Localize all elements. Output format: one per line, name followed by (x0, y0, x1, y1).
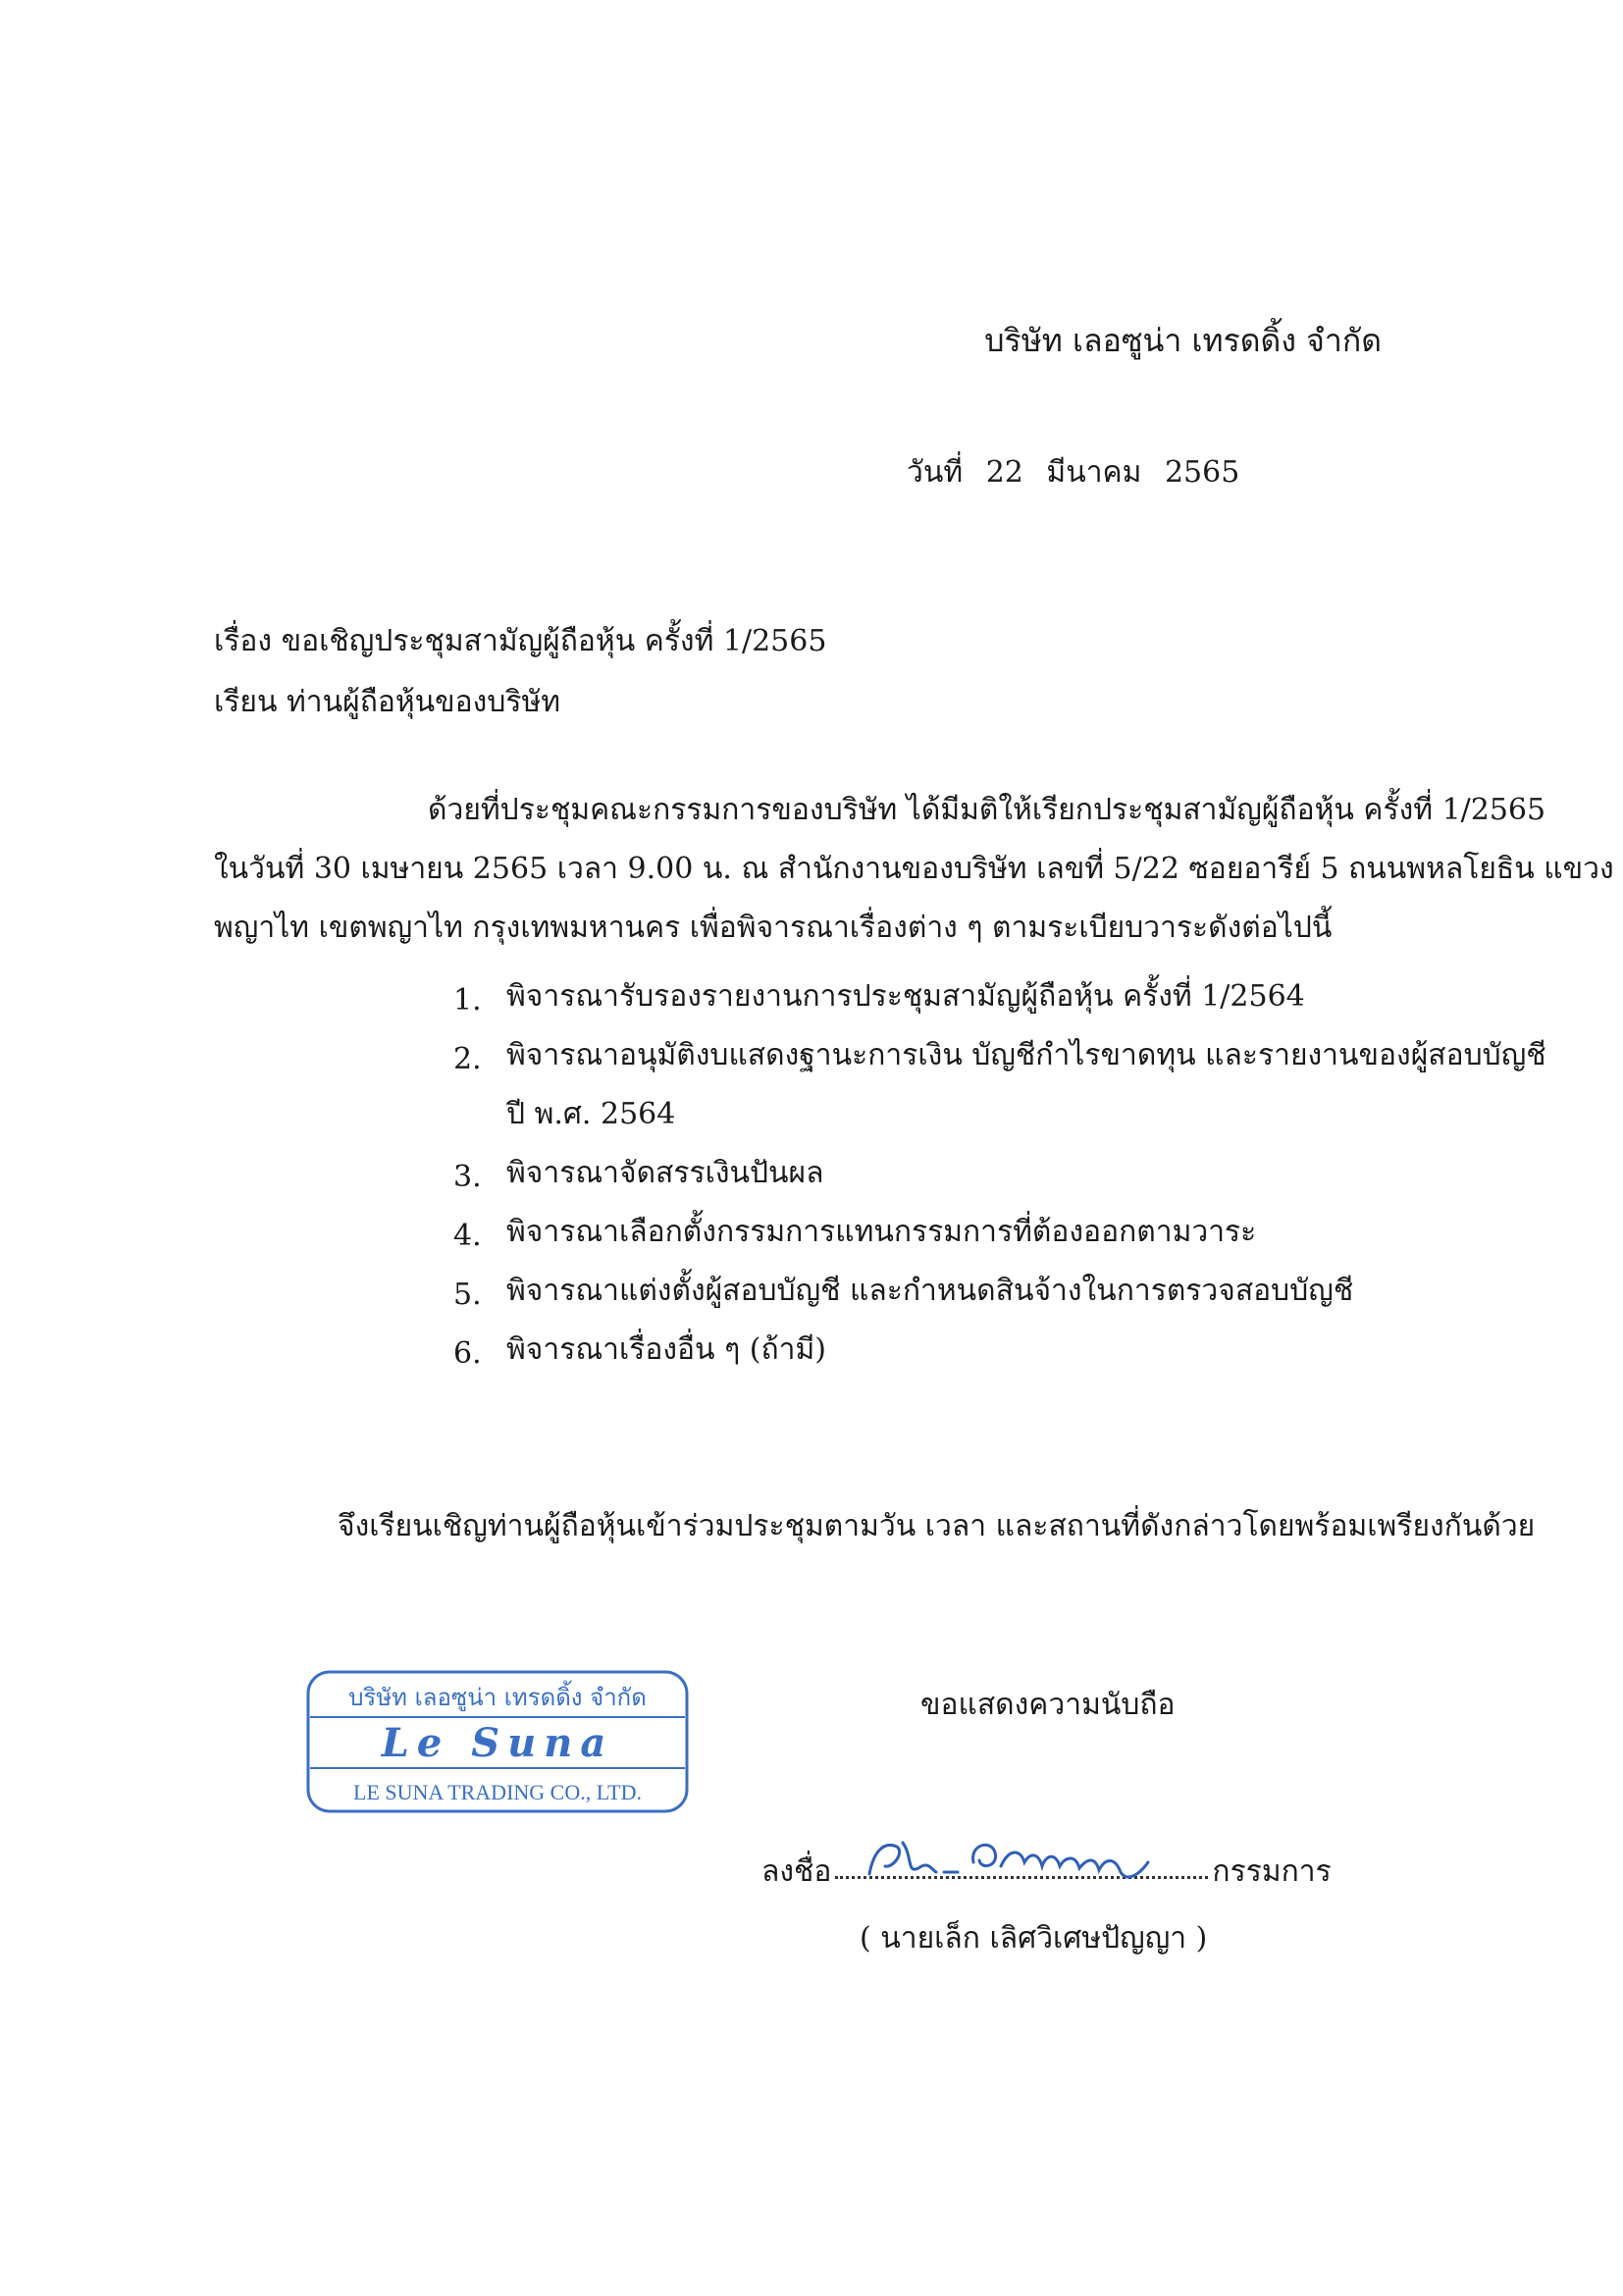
agenda-number: 1. (453, 983, 482, 1018)
letter-subject: เรื่อง ขอเชิญประชุมสามัญผู้ถือหุ้น ครั้งที่ 1/2565 (214, 624, 827, 658)
agenda-number: 4. (453, 1219, 482, 1253)
date-day: 22 (985, 455, 1023, 490)
agenda-number: 3. (453, 1160, 482, 1194)
agenda-item-continued: ปี พ.ศ. 2564 (506, 1097, 676, 1131)
date-month: มีนาคม (1046, 455, 1142, 490)
agenda-item: พิจารณาเลือกตั้งกรรมการแทนกรรมการที่ต้องออกตามวาระ (506, 1215, 1257, 1249)
stamp-english-name: LE SUNA TRADING CO., LTD. (353, 1780, 642, 1804)
letter-recipient: เรียน ท่านผู้ถือหุ้นของบริษัท (214, 685, 561, 719)
sign-suffix: กรรมการ (1212, 1854, 1332, 1889)
date-year: 2565 (1164, 455, 1240, 490)
regards-line: ขอแสดงความนับถือ (920, 1688, 1176, 1722)
agenda-number: 6. (453, 1336, 482, 1371)
date-label: วันที่ (907, 455, 964, 490)
company-name: บริษัท เลอซูน่า เทรดดิ้ง จำกัด (984, 322, 1382, 359)
agenda-item: พิจารณาอนุมัติงบแสดงฐานะการเงิน บัญชีกำไรขาดทุน และรายงานของผู้สอบบัญชี (506, 1038, 1546, 1072)
agenda-item: พิจารณาแต่งตั้งผู้สอบบัญชี และกำหนดสินจ้างในการตรวจสอบบัญชี (506, 1274, 1354, 1308)
agenda-number: 5. (453, 1278, 482, 1312)
handwritten-signature (864, 1823, 1158, 1892)
agenda-item: พิจารณาเรื่องอื่น ๆ (ถ้ามี) (506, 1332, 826, 1367)
stamp-logo: Le Suna (381, 1720, 614, 1766)
agenda-item: พิจารณาจัดสรรเงินปันผล (506, 1156, 824, 1190)
stamp-thai-name: บริษัท เลอซูน่า เทรดดิ้ง จำกัด (348, 1684, 647, 1711)
sign-prefix: ลงชื่อ (761, 1854, 832, 1889)
body-line: ในวันที่ 30 เมษายน 2565 เวลา 9.00 น. ณ สำนักงานของบริษัท เลขที่ 5/22 ซอยอารีย์ 5 ถนนพหลโยธิน แขวง (214, 852, 1614, 886)
body-line: ด้วยที่ประชุมคณะกรรมการของบริษัท ได้มีมติให้เรียกประชุมสามัญผู้ถือหุ้น ครั้งที่ 1/2565 (428, 793, 1546, 827)
signer-name: ( นายเล็ก เลิศวิเศษปัญญา ) (860, 1921, 1208, 1956)
agenda-number: 2. (453, 1042, 482, 1076)
company-stamp (304, 1668, 691, 1815)
agenda-item: พิจารณารับรองรายงานการประชุมสามัญผู้ถือหุ้น ครั้งที่ 1/2564 (506, 979, 1305, 1014)
body-line: พญาไท เขตพญาไท กรุงเทพมหานคร เพื่อพิจารณาเรื่องต่าง ๆ ตามระเบียบวาระดังต่อไปนี้ (214, 911, 1333, 945)
letter-date (907, 449, 1253, 496)
closing-paragraph: จึงเรียนเชิญท่านผู้ถือหุ้นเข้าร่วมประชุมตามวัน เวลา และสถานที่ดังกล่าวโดยพร้อมเพรียงกันด้วย (338, 1509, 1536, 1543)
